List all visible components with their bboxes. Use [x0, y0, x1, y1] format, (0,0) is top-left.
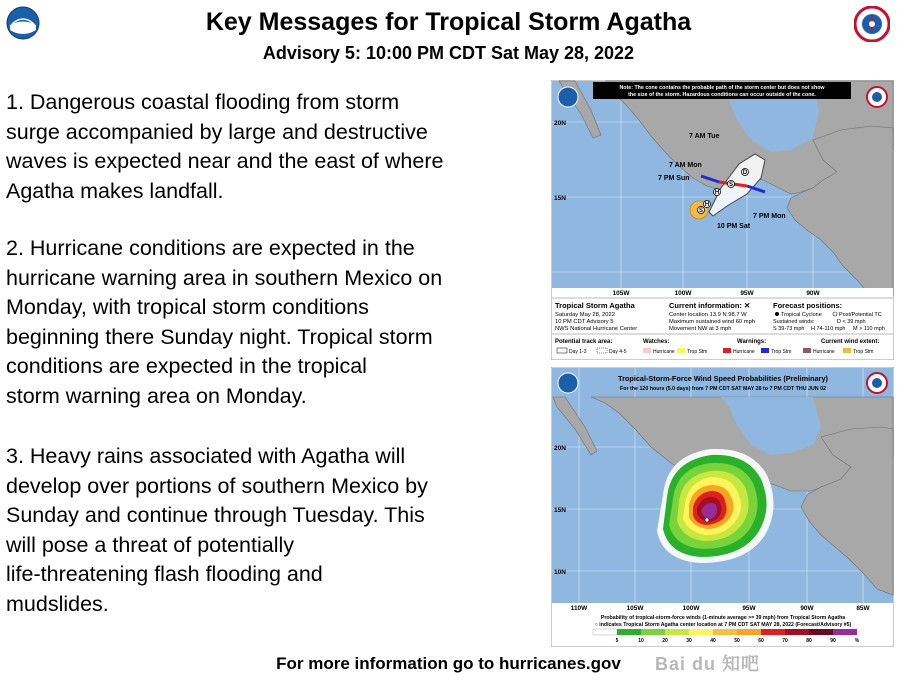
track-label: 7 AM Tue [689, 133, 720, 140]
lat-label: 15N [554, 507, 566, 514]
message-line: conditions are expected in the tropical [6, 354, 367, 378]
track-point-letter: H [714, 190, 720, 196]
legend-watch-hurricane: Hurricane [653, 349, 675, 355]
page-title: Key Messages for Tropical Storm Agatha [205, 8, 692, 36]
prob-caption: ○ indicates Tropical Storm Agatha center location at 7 PM CDT SAT MAY 28, 2022 (Forecast/Advisory #5) [594, 622, 852, 628]
legend-warnings: Warnings: [737, 339, 767, 345]
lat-label: 20N [554, 445, 566, 452]
info-fp-winds: Sustained winds: [773, 319, 815, 325]
cone-forecast-map [551, 80, 894, 360]
lon-label: 105W [626, 605, 644, 612]
legend-wind-extent: Current wind extent: [821, 339, 880, 345]
scale-label: 40 [710, 638, 716, 644]
track-point-letter: S [728, 182, 734, 188]
info-storm-name: Tropical Storm Agatha [555, 301, 635, 310]
info-movement: Movement NW at 3 mph [669, 326, 732, 332]
scale-label: 60 [758, 638, 764, 644]
lon-label: 105W [612, 290, 630, 297]
track-point-letter: H [704, 202, 710, 208]
track-label: 7 PM Sun [658, 175, 690, 182]
track-label: 10 PM Sat [717, 223, 751, 230]
lon-label: 95W [742, 605, 756, 612]
legend-warning-hurricane: Hurricane [733, 349, 755, 355]
message-line: 2. Hurricane conditions are expected in the [6, 236, 415, 260]
prob-map-title: Tropical-Storm-Force Wind Speed Probabilities (Preliminary) [618, 374, 828, 383]
lon-label: 90W [800, 605, 814, 612]
lat-label: 10N [554, 569, 566, 576]
scale-label: % [854, 638, 860, 644]
legend-warning-tropstm: Trop Stm [771, 349, 792, 355]
scale-label: 80 [806, 638, 812, 644]
message-line: develop over portions of southern Mexico by [6, 473, 428, 498]
info-fp-h: H 74-110 mph [811, 326, 846, 332]
message-line: life-threatening flash flooding and [6, 562, 323, 586]
lon-label: 100W [674, 290, 692, 297]
lon-label: 90W [806, 290, 820, 297]
message-line: waves is expected near and the east of where [6, 149, 444, 173]
lat-label: 15N [554, 195, 566, 202]
legend-watches: Watches: [643, 339, 670, 345]
lon-label: 95W [740, 290, 754, 297]
info-advisory: 10 PM CDT Advisory 5 [555, 319, 614, 325]
scale-label: 70 [782, 638, 788, 644]
track-point-letter: S [698, 208, 704, 214]
wind-probability-map [551, 367, 894, 647]
footer-info: For more information go to hurricanes.gov [276, 654, 621, 673]
lat-label: 20N [554, 120, 566, 127]
message-line: surge accompanied by large and destructive [6, 119, 428, 144]
info-center: NWS National Hurricane Center [555, 326, 638, 332]
lon-label: 100W [682, 605, 700, 612]
nws-logo [854, 6, 890, 42]
cone-note: Note: The cone contains the probable path of the storm center but does not show [619, 85, 825, 91]
message-line: Agatha makes landfall. [6, 178, 224, 203]
scale-label: 30 [686, 638, 692, 644]
watermark: Bai du 知吧 [655, 654, 761, 674]
message-line: 3. Heavy rains associated with Agatha will [6, 444, 406, 468]
scale-label: 50 [734, 638, 740, 644]
lon-label: 85W [856, 605, 870, 612]
scale-label: 5 [615, 638, 619, 644]
info-forecast-title: Forecast positions: [773, 301, 843, 310]
message-line: storm warning area on Monday. [6, 383, 307, 408]
message-line: beginning there Sunday night. Tropical storm [6, 324, 433, 349]
track-point-letter: D [742, 170, 748, 176]
legend-track-area: Potential track area: [555, 339, 613, 345]
legend-watch-tropstm: Trop Stm [687, 349, 708, 355]
lon-label: 110W [570, 605, 588, 612]
info-current-title: Current information: ✕ [669, 301, 751, 310]
message-line: Sunday and continue through Tuesday. This [6, 503, 425, 527]
info-fp-post: Post/Potential TC [839, 312, 882, 318]
info-location: Center location 13.9 N 98.7 W [669, 312, 747, 318]
message-line: 1. Dangerous coastal flooding from storm [6, 90, 400, 114]
track-label: 7 PM Mon [753, 213, 786, 220]
advisory-subtitle: Advisory 5: 10:00 PM CDT Sat May 28, 2022 [262, 43, 635, 63]
legend-extent-hurricane: Hurricane [813, 349, 835, 355]
probability-scale [593, 629, 857, 635]
cone-note: the size of the storm. Hazardous conditions can occur outside of the cone. [628, 92, 816, 98]
scale-label: 10 [638, 638, 644, 644]
message-line: mudslides. [6, 591, 109, 616]
info-date: Saturday May 28, 2022 [555, 312, 615, 318]
legend-day13: Day 1-3 [569, 349, 587, 355]
prob-map-subtitle: For the 120 hours (5.0 days) from 7 PM CDT SAT MAY 28 to 7 PM CDT THU JUN 02 [620, 386, 826, 392]
prob-caption: Probability of tropical-storm-force winds (1-minute average >= 39 mph) from Tropical Storm Agatha [600, 615, 846, 621]
key-message-3 [6, 442, 536, 619]
scale-label: 20 [662, 638, 668, 644]
noaa-logo-small [558, 373, 578, 393]
legend-extent-tropstm: Trop Stm [853, 349, 874, 355]
noaa-logo-small [558, 87, 578, 107]
info-max-wind: Maximum sustained wind 60 mph [669, 319, 756, 325]
message-line: Monday, with tropical storm conditions [6, 295, 369, 319]
info-fp-s: S 39-73 mph [773, 326, 805, 332]
key-message-2 [6, 234, 536, 411]
scale-label: 90 [830, 638, 836, 644]
key-message-1 [6, 88, 536, 206]
info-fp-cyclone: Tropical Cyclone [781, 312, 822, 318]
info-fp-d: D < 39 mph [837, 319, 866, 325]
message-line: will pose a threat of potentially [6, 532, 295, 557]
legend-day45: Day 4-5 [609, 349, 627, 355]
info-fp-m: M > 110 mph [853, 326, 885, 332]
message-line: hurricane warning area in southern Mexico on [6, 265, 443, 290]
track-label: 7 AM Mon [669, 162, 702, 169]
